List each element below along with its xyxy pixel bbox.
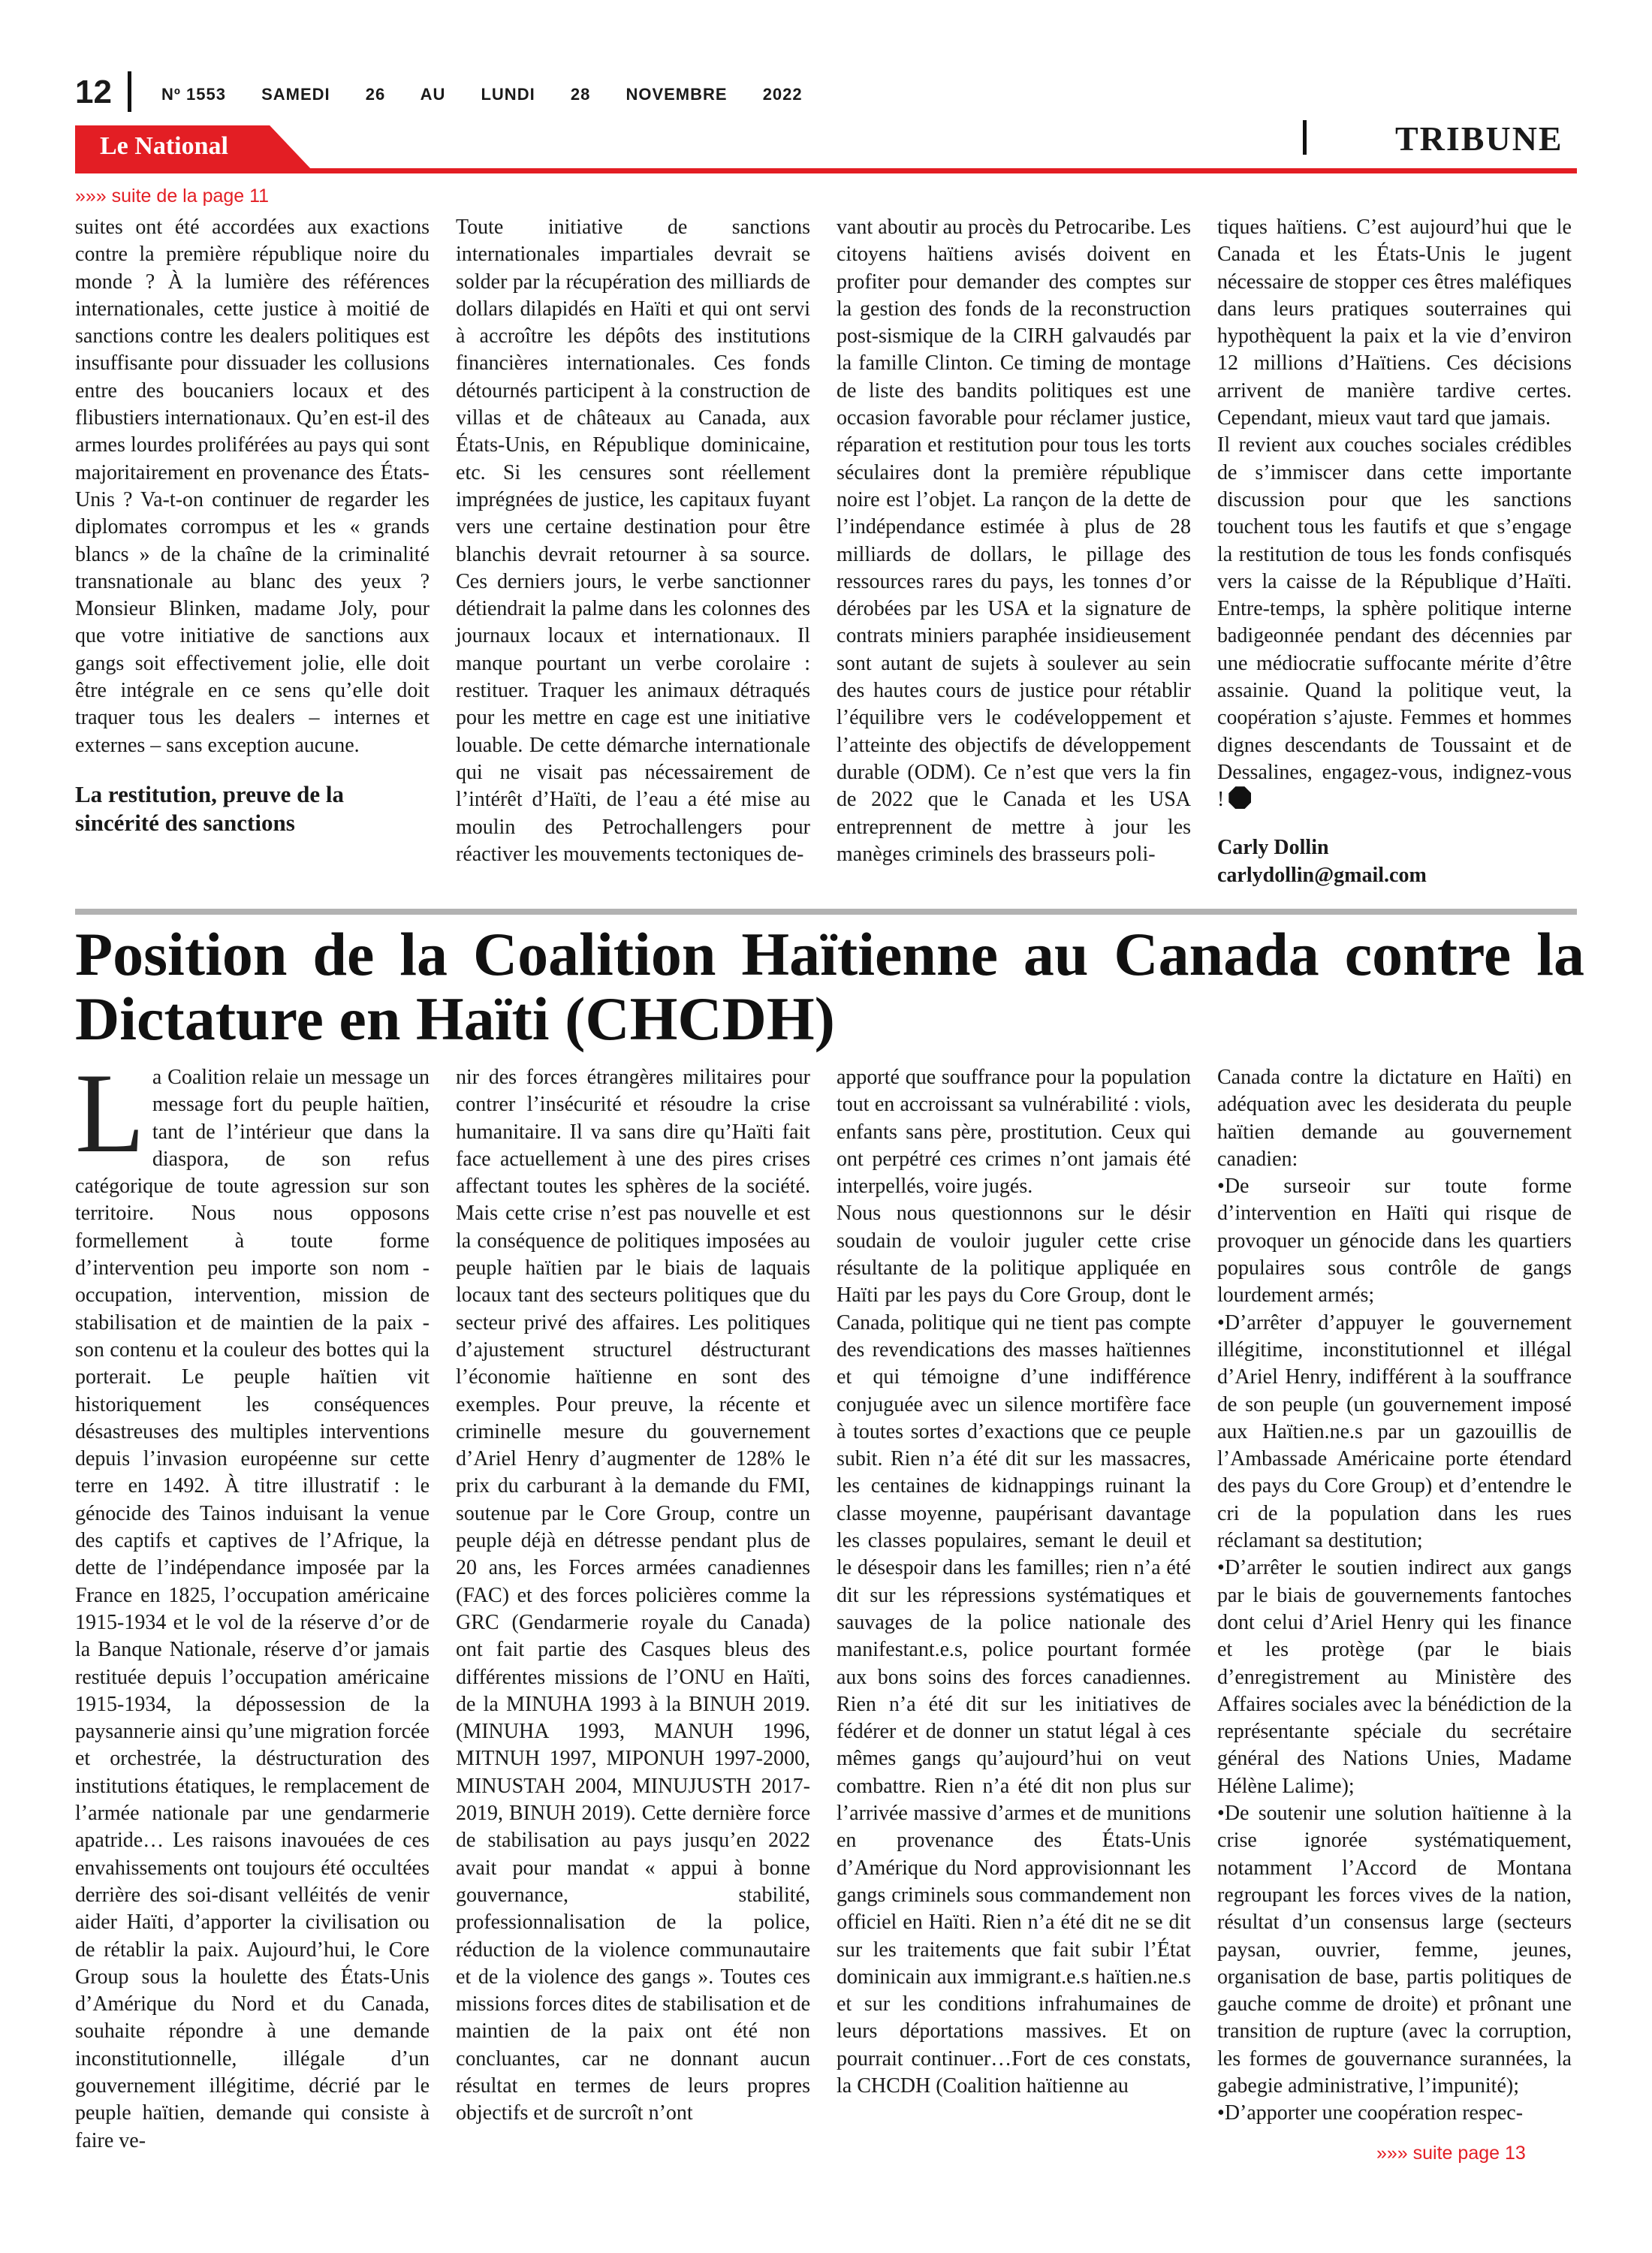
issue-date-line xyxy=(161,85,803,104)
demand-item: • D’arrêter le soutien indirect aux gangs par le biais de gouvernements fantoches dont celui d’Ariel Henry qui les finance et les protège (par le biais d’enregistrement au Ministère des Affaires sociales avec la bénédiction de la représentante spéciale du secrétaire général des Nations Unies, Madame Hélène Lalime); xyxy=(1217,1555,1572,1800)
article-text: nir des forces étrangères militaires pour contrer l’insécurité et résoudre la crise humanitaire. Il va sans dire qu’Haïti fait face actuellement à une des pires crises affectant toutes les sphères de la société. Mais cette crise n’est pas nouvelle et est la conséquence de politiques imposées au peuple haïtien par le biais de laquais locaux tant des secteurs politiques que du secteur privé des affaires. Les politiques d’ajustement structurel déstructurant l’économie haïtienne en sont des exemples. Pour preuve, la récente et criminelle mesure du gouvernement d’Ariel Henry d’augmenter de 128% le prix du carburant à la demande du FMI, soutenue par le Core Group, contre un peuple déjà en détresse pendant plus de 20 ans, les Forces armées canadiennes (FAC) et des forces policières comme la GRC (Gendarmerie royale du Canada) ont fait partie des Casques bleus des différentes missions de l’ONU en Haïti, de la MINUHA 1993 à la BINUH 2019. (MINUHA 1993, MANUH 1996, MITNUH 1997, MIPONUH 1997-2000, MINUSTAH 2004, MINUJUSTH 2017-2019, BINUH 2019). Cette dernière force de stabilisation au pays jusqu’en 2022 avait pour mandat « appui à bonne gouvernance, stabilité, professionnalisation de la police, réduction de la violence communautaire et de la violence des gangs ». Toutes ces missions forces dites de stabilisation et de maintien de la paix ont été non concluantes, car ne donnant aucun résultat en termes de leurs propres objectifs et de surcroît n’ont xyxy=(456,1066,810,2125)
prev-article-text: tiques haïtiens. C’est aujourd’hui que le Canada et les États-Unis le jugent nécessaire de stopper ces êtres maléfiques dans leurs pratiques souterraines qui hypothèquent la paix et la vie d’environ 12 millions d’Haïtiens. Ces décisions arrivent de manière tardive certes. Cependant, mieux vaut tard que jamais. xyxy=(1217,216,1572,430)
demand-item: • D’arrêter d’appuyer le gouvernement illégitime, inconstitutionnel et illégal d’Ariel Henry, indifférent à la souffrance de son peuple (un gouvernement imposé aux Haïtien.ne.s par un gazouillis de l’Ambassade Américaine porte étendard des pays du Core Group) et d’entendre le cri de la population dans les rues réclamant sa destitution; xyxy=(1217,1310,1572,1555)
article-separator xyxy=(75,909,1577,915)
prev-article-column-2 xyxy=(456,214,810,868)
prev-article-column-3 xyxy=(837,214,1191,868)
prev-article-column-1 xyxy=(75,214,430,837)
header-red-rule xyxy=(75,168,1577,173)
author-name: Carly Dollin xyxy=(1217,835,1329,859)
date-from: 26 xyxy=(365,85,386,104)
article-text: a Coalition relaie un message un message fort du peuple haïtien, tant de l’intérieur que dans la diaspora, de son refus catégorique de toute agression sur son territoire. Nous nous opposons formellement à toute forme d’intervention peu importe son nom - occupation, intervention, mission de stabilisation et de maintien de la paix - son contenu et la couleur des bottes qui la porterait. Le peuple haïtien vit historiquement les conséquences désastreuses des multiples interventions depuis l’invasion européenne sur cette terre en 1492. À titre illustratif : le génocide des Tainos induisant la venue des captifs et captives de l’Afrique, la dette de l’indépendance imposée par la France en 1825, l’occupation américaine 1915-1934 et le vol de la réserve d’or de la Banque Nationale, réserve d’or jamais restituée depuis l’occupation américaine 1915-1934, la dépossession de la paysannerie ainsi qu’une migration forcée et orchestrée, la déstructuration des institutions étatiques, le remplacement de l’armée nationale par une gendarmerie apatride… Les raisons inavouées de ces envahissements ont toujours été occultées derrière des soi-disant velléités de venir aider Haïti, d’apporter la civilisation ou de rétablir la paix. Aujourd’hui, le Core Group sous la houlette des États-Unis d’Amérique du Nord et du Canada, souhaite répondre à une demande inconstitutionnelle, illégale d’un gouvernement illégitime, décrié par le peuple haïtien, demande qui consiste à faire ve- xyxy=(75,1066,430,2152)
article-column-3 xyxy=(837,1064,1191,2100)
page-number: 12 xyxy=(75,74,112,110)
demand-item: • De soutenir une solution haïtienne à la crise ignorée systématiquement, notamment l’Accord de Montana regroupant les forces vives de la nation, résultat d’un consensus large (secteurs paysan, ouvrier, femme, jeunes, organisation de base, partis politiques de gauche comme de droite) et prônant une transition de rupture (avec la corruption, les formes de gouvernance surannées, la gabegie administrative, l’impunité); xyxy=(1217,1800,1572,2100)
continued-on-label: »»» suite page 13 xyxy=(1376,2143,1526,2164)
prev-article-text: Il revient aux couches sociales crédibles de s’immiscer dans cette importante discussion pour que les sanctions touchent tous les fautifs et que s’engage la restitution de tous les fonds confisqués vers la caisse de la République d’Haïti. Entre-temps, la sphère politique interne badigeonnée pendant des décennies par une médiocratie suffocante mérite d’être assainie. Quand la politique veut, la coopération s’ajuste. Femmes et hommes dignes descendants de Toussaint et de Dessalines, engagez-vous, indignez-vous ! xyxy=(1217,433,1572,812)
day-from: SAMEDI xyxy=(261,85,330,104)
year: 2022 xyxy=(762,85,803,104)
section-divider xyxy=(1303,120,1307,155)
prev-article-text: suites ont été accordées aux exactions contre la première république noire du monde ? À la lumière des références internationales, cette justice à moitié de sanctions contre les dealers politiques est insuffisante pour dissuader les collusions entre des boucaniers locaux et des flibustiers internationaux. Qu’en est-il des armes lourdes proliférées au pays qui sont majoritairement en provenance des États-Unis ? Va-t-on continuer de regarder les diplomates corrompus et les « grands blancs » de la chaîne de la criminalité transnationale au blanc des yeux ? Monsieur Blinken, madame Joly, pour que votre initiative de sanctions aux gangs soit effectivement jolie, elle doit être intégrale en ce sens qu’elle doit traquer tous les dealers – internes et externes – sans exception aucune. xyxy=(75,216,430,757)
demand-item: • De surseoir sur toute forme d’intervention en Haïti qui risque de provoquer un génocide dans les quartiers populaires sous contrôle de gangs lourdement armés; xyxy=(1217,1173,1572,1309)
section-title: TRIBUNE xyxy=(1395,119,1563,158)
prev-article-text: Toute initiative de sanctions internationales impartiales devrait se solder par la récupération des milliards de dollars dilapidés en Haïti et qui ont servi à accroître les dépôts des institutions financières internationales. Ces fonds détournés participent à la construction de villas et de châteaux au Canada, aux États-Unis, en République dominicaine, etc. Si les censures sont réellement imprégnées de justice, les capitaux fuyant vers une certaine destination pour être blanchis devrait retourner à sa source. Ces derniers jours, le verbe sanctionner détiendrait la palme dans les colonnes des journaux locaux et internationaux. Il manque pourtant un verbe corolaire : restituer. Traquer les animaux détraqués pour les mettre en cage est une initiative louable. De cette démarche internationale qui ne visait pas nécessairement de l’intérêt d’Haïti, de l’eau a été mise au moulin des Petrochallengers pour réactiver les mouvements tectoniques de- xyxy=(456,216,810,866)
prev-article-text: vant aboutir au procès du Petrocaribe. Les citoyens haïtiens avisés doivent en profiter pour demander des comptes sur la gestion des fonds de la reconstruction post-sismique de la CIRH galvaudés par la famille Clinton. Ce timing de montage de liste des bandits politiques est une occasion favorable pour réclamer justice, réparation et restitution pour tous les torts séculaires dont la première république noire est l’objet. La rançon de la dette de l’indépendance estimée à plus de 28 milliards de dollars, le pillage des ressources rares du pays, les tonnes d’or dérobées par les USA et la signature de contrats miniers paraphée insidieusement sont autant de sujets à soulever au sein des hautes cours de justice pour rétablir l’équilibre vers le codéveloppement et l’atteinte des objectifs de développement durable (ODM). Ce n’est que vers la fin de 2022 que le Canada et les USA entreprennent de mettre à jour les manèges criminels des brasseurs poli- xyxy=(837,216,1191,866)
continued-from-label: »»» suite de la page 11 xyxy=(75,185,270,207)
day-to: LUNDI xyxy=(481,85,535,104)
brand-name: Le National xyxy=(100,132,228,160)
demand-item: • D’apporter une coopération respec- xyxy=(1217,2100,1572,2127)
article-text: Nous nous questionnons sur le désir soudain de vouloir juguler cette crise résultante de la politique appliquée en Haïti par les pays du Core Group, dont le Canada, politique qui ne tient pas compte des revendications des masses haïtiennes et qui témoigne d’une indifférence conjuguée avec un silence mortifère face à toutes sortes d’exactions que ce peuple subit. Rien n’a été dit sur les massacres, les centaines de kidnappings ruinant la classe moyenne, paupérisant davantage les classes populaires, semant le deuil et le désespoir dans les familles; rien n’a été dit sur les répressions systématiques et sauvages de la police nationale des manifestant.e.s, police pourtant formée aux bons soins des forces canadiennes. Rien n’a été dit sur les initiatives de fédérer et de donner un statut légal à ces mêmes gangs qu’aujourd’hui on veut combattre. Rien n’a été dit non plus sur l’arrivée massive d’armes et de munitions en provenance des États-Unis d’Amérique du Nord approvisionnant les gangs criminels sous commandement non officiel en Haïti. Rien n’a été dit ne se dit sur les traitements que fait subir l’État dominicain aux immigrant.e.s haïtien.ne.s et sur les conditions infrahumaines de leurs déportations massives. Et on pourrait continuer…Fort de ces constats, la CHCDH (Coalition haïtienne au xyxy=(837,1202,1191,2098)
issue-number: Nº 1553 xyxy=(161,85,226,104)
date-to: 28 xyxy=(570,85,591,104)
article-headline: Position de la Coalition Haïtienne au Canada contre la Dictature en Haïti (CHCDH) xyxy=(75,920,1584,1053)
prev-article-column-4 xyxy=(1217,214,1572,889)
drop-cap: L xyxy=(75,1050,145,1176)
article-text: apporté que souffrance pour la population tout en accroissant sa vulnérabilité : viols, enfants sans père, prostitution. Ceux qui ont perpétré ces crimes n’ont jamais été interpellés, voire jugés. xyxy=(837,1066,1191,1199)
subheading: La restitution, preuve de la sincérité des sanctions xyxy=(75,780,344,836)
article-text: Canada contre la dictature en Haïti) en adéquation avec les desiderata du peuple haïtien demande au gouvernement canadien: xyxy=(1217,1066,1572,1171)
article-column-2 xyxy=(456,1064,810,2128)
month: NOVEMBRE xyxy=(626,85,728,104)
author-email[interactable]: carlydollin@gmail.com xyxy=(1217,863,1427,887)
end-mark-icon xyxy=(1228,786,1251,809)
article-column-1 xyxy=(75,1050,430,2155)
header-divider xyxy=(128,71,131,112)
date-connector: AU xyxy=(420,85,446,104)
signature xyxy=(1217,834,1572,889)
article-column-4 xyxy=(1217,1064,1572,2128)
